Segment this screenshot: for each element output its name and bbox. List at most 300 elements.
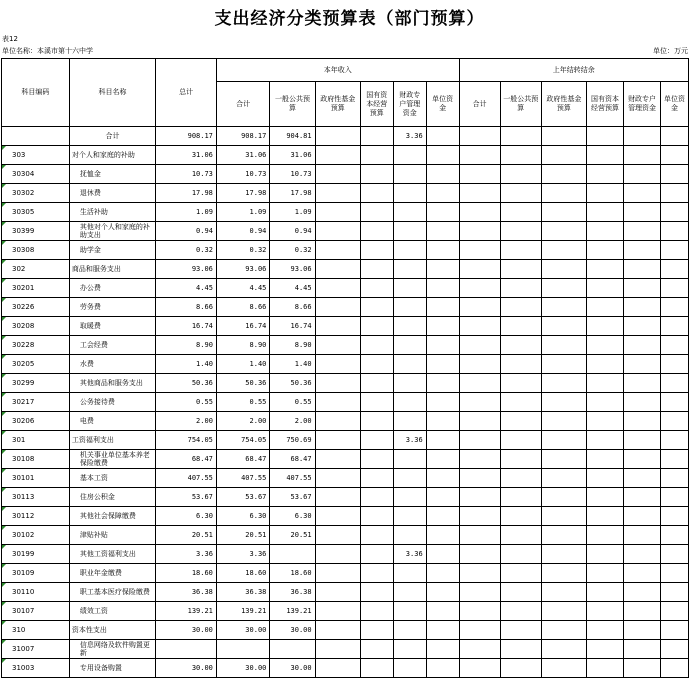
cell-carryover [500,184,541,203]
cell-carryover [459,640,500,659]
cell-carryover [500,583,541,602]
cell-carryover [541,298,586,317]
cell-carryover [500,165,541,184]
cell-code: 303 [2,146,70,165]
cell-carryover [541,545,586,564]
cell-sum: 0.94 [216,222,269,241]
table-row [2,659,689,678]
cell-carryover [459,127,500,146]
cell-carryover [459,374,500,393]
cell-carryover [500,621,541,640]
cell-own [426,165,459,184]
cell-gov [315,640,360,659]
cell-code: 30228 [2,336,70,355]
cell-carryover [661,222,689,241]
header-sub: 财政专户管理资金 [624,82,661,127]
cell-carryover [587,659,624,678]
table-row [2,241,689,260]
table-row [2,583,689,602]
cell-carryover [624,184,661,203]
cell-total: 30.00 [156,621,217,640]
cell-sum: 53.67 [216,488,269,507]
cell-carryover [624,659,661,678]
cell-own [426,355,459,374]
cell-fin [393,583,426,602]
cell-total: 36.38 [156,583,217,602]
cell-carryover [500,146,541,165]
cell-carryover [624,165,661,184]
cell-carryover [587,583,624,602]
cell-soe [360,431,393,450]
cell-gov [315,279,360,298]
cell-sum: 6.30 [216,507,269,526]
cell-name: 信息网络及软件购置更新 [69,640,155,659]
cell-own [426,393,459,412]
cell-carryover [500,469,541,488]
cell-total: 3.36 [156,545,217,564]
cell-gen [270,545,315,564]
cell-soe [360,526,393,545]
header-total: 总计 [156,59,217,127]
cell-gen: 10.73 [270,165,315,184]
cell-carryover [587,165,624,184]
table-row [2,564,689,583]
cell-carryover [661,374,689,393]
cell-carryover [661,336,689,355]
cell-carryover [459,260,500,279]
cell-total: 8.66 [156,298,217,317]
cell-carryover [624,431,661,450]
cell-carryover [661,545,689,564]
cell-carryover [587,146,624,165]
cell-fin [393,165,426,184]
cell-carryover [587,127,624,146]
cell-own [426,374,459,393]
cell-carryover [500,374,541,393]
cell-carryover [541,222,586,241]
cell-fin [393,279,426,298]
cell-name: 退休费 [69,184,155,203]
cell-sum: 10.73 [216,165,269,184]
header-sub: 国有资本经营预算 [587,82,624,127]
cell-carryover [661,507,689,526]
cell-gov [315,564,360,583]
cell-own [426,431,459,450]
cell-total: 10.73 [156,165,217,184]
cell-fin [393,488,426,507]
cell-carryover [541,564,586,583]
header-sub: 政府性基金预算 [541,82,586,127]
cell-carryover [661,146,689,165]
cell-carryover [459,659,500,678]
cell-soe [360,298,393,317]
cell-carryover [500,336,541,355]
cell-name: 专用设备购置 [69,659,155,678]
cell-carryover [541,241,586,260]
header-sub: 一般公共预算 [500,82,541,127]
cell-sum: 36.38 [216,583,269,602]
cell-gen: 0.94 [270,222,315,241]
cell-carryover [661,355,689,374]
cell-carryover [541,355,586,374]
cell-carryover [500,222,541,241]
table-row [2,412,689,431]
cell-carryover [624,412,661,431]
cell-own [426,127,459,146]
cell-sum: 50.36 [216,374,269,393]
cell-carryover [587,336,624,355]
cell-carryover [459,602,500,621]
cell-carryover [624,336,661,355]
cell-carryover [500,526,541,545]
cell-total: 407.55 [156,469,217,488]
cell-carryover [661,184,689,203]
cell-gov [315,203,360,222]
cell-own [426,184,459,203]
cell-carryover [624,526,661,545]
cell-carryover [661,526,689,545]
cell-gov [315,127,360,146]
cell-carryover [587,431,624,450]
cell-carryover [587,393,624,412]
cell-carryover [661,412,689,431]
cell-total [156,640,217,659]
cell-carryover [624,317,661,336]
cell-carryover [661,659,689,678]
cell-fin [393,564,426,583]
cell-sum: 30.00 [216,659,269,678]
cell-fin [393,507,426,526]
cell-sum: 68.47 [216,450,269,469]
cell-carryover [541,165,586,184]
cell-carryover [587,469,624,488]
cell-fin [393,298,426,317]
cell-soe [360,602,393,621]
cell-gov [315,393,360,412]
cell-sum: 407.55 [216,469,269,488]
cell-code: 30199 [2,545,70,564]
cell-carryover [624,298,661,317]
cell-code: 31007 [2,640,70,659]
cell-fin [393,602,426,621]
table-row [2,279,689,298]
cell-own [426,564,459,583]
cell-gen: 1.40 [270,355,315,374]
cell-own [426,602,459,621]
cell-carryover [587,621,624,640]
table-row [2,146,689,165]
cell-gov [315,469,360,488]
cell-own [426,488,459,507]
cell-carryover [500,450,541,469]
header-sub: 一般公共预算 [270,82,315,127]
table-row [2,469,689,488]
cell-gov [315,184,360,203]
cell-soe [360,469,393,488]
cell-carryover [459,279,500,298]
cell-carryover [500,412,541,431]
cell-own [426,146,459,165]
cell-sum: 31.06 [216,146,269,165]
cell-name: 工会经费 [69,336,155,355]
cell-carryover [459,184,500,203]
cell-name: 电费 [69,412,155,431]
cell-own [426,621,459,640]
cell-carryover [500,279,541,298]
header-sub: 合计 [459,82,500,127]
cell-gen: 30.00 [270,621,315,640]
cell-code: 30109 [2,564,70,583]
cell-soe [360,165,393,184]
cell-carryover [541,640,586,659]
cell-carryover [500,317,541,336]
cell-carryover [624,146,661,165]
cell-total: 139.21 [156,602,217,621]
cell-own [426,469,459,488]
cell-code: 30102 [2,526,70,545]
cell-total: 0.32 [156,241,217,260]
cell-name: 合计 [69,127,155,146]
cell-name: 津贴补贴 [69,526,155,545]
cell-gen: 1.09 [270,203,315,222]
cell-own [426,222,459,241]
cell-carryover [541,488,586,507]
cell-carryover [587,640,624,659]
cell-fin: 3.36 [393,127,426,146]
cell-sum: 3.36 [216,545,269,564]
table-row [2,184,689,203]
table-row [2,165,689,184]
cell-own [426,241,459,260]
header-carryover: 上年结转结余 [459,59,688,82]
cell-total: 30.00 [156,659,217,678]
cell-carryover [661,127,689,146]
cell-fin [393,355,426,374]
cell-carryover [587,355,624,374]
cell-carryover [624,374,661,393]
table-row [2,355,689,374]
cell-gov [315,146,360,165]
cell-soe [360,640,393,659]
cell-fin [393,450,426,469]
cell-carryover [587,412,624,431]
cell-soe [360,184,393,203]
cell-sum: 30.00 [216,621,269,640]
cell-name: 劳务费 [69,298,155,317]
cell-name: 资本性支出 [69,621,155,640]
cell-own [426,583,459,602]
cell-carryover [500,659,541,678]
cell-gen: 36.38 [270,583,315,602]
cell-fin: 3.36 [393,431,426,450]
cell-soe [360,545,393,564]
cell-carryover [587,545,624,564]
cell-gen: 50.36 [270,374,315,393]
cell-carryover [624,127,661,146]
cell-gen: 18.60 [270,564,315,583]
cell-fin [393,412,426,431]
table-row [2,298,689,317]
cell-own [426,279,459,298]
cell-carryover [587,507,624,526]
cell-carryover [587,279,624,298]
cell-soe [360,336,393,355]
cell-carryover [541,203,586,222]
cell-total: 4.45 [156,279,217,298]
cell-carryover [661,203,689,222]
cell-carryover [459,450,500,469]
cell-carryover [624,450,661,469]
cell-carryover [541,260,586,279]
cell-own [426,640,459,659]
cell-carryover [500,355,541,374]
cell-total: 50.36 [156,374,217,393]
cell-code: 31003 [2,659,70,678]
cell-sum: 0.55 [216,393,269,412]
cell-carryover [459,165,500,184]
cell-total: 18.60 [156,564,217,583]
cell-carryover [500,393,541,412]
cell-carryover [624,469,661,488]
cell-carryover [459,393,500,412]
cell-name: 住房公积金 [69,488,155,507]
cell-fin [393,640,426,659]
cell-carryover [624,507,661,526]
cell-carryover [459,355,500,374]
cell-carryover [500,640,541,659]
cell-carryover [541,659,586,678]
cell-sum: 1.40 [216,355,269,374]
cell-soe [360,488,393,507]
cell-total: 1.09 [156,203,217,222]
cell-carryover [541,507,586,526]
cell-fin [393,317,426,336]
cell-name: 助学金 [69,241,155,260]
cell-gen: 68.47 [270,450,315,469]
cell-carryover [661,488,689,507]
cell-name: 抚恤金 [69,165,155,184]
cell-gen: 6.30 [270,507,315,526]
cell-own [426,545,459,564]
cell-carryover [541,317,586,336]
cell-carryover [500,564,541,583]
cell-carryover [459,621,500,640]
table-row [2,374,689,393]
cell-soe [360,659,393,678]
cell-carryover [541,412,586,431]
cell-soe [360,146,393,165]
cell-carryover [624,640,661,659]
cell-carryover [587,602,624,621]
cell-name: 其他工资福利支出 [69,545,155,564]
header-sub: 单位资金 [426,82,459,127]
table-row [2,336,689,355]
cell-sum: 18.60 [216,564,269,583]
cell-fin [393,469,426,488]
table-number: 表12 [2,35,18,43]
cell-own [426,336,459,355]
cell-carryover [500,602,541,621]
cell-gen: 31.06 [270,146,315,165]
cell-carryover [587,526,624,545]
cell-total: 754.05 [156,431,217,450]
cell-gen: 30.00 [270,659,315,678]
cell-code: 30299 [2,374,70,393]
table-row [2,488,689,507]
unit-name: 单位名称：本溪市第十六中学 [2,47,93,55]
cell-code: 30399 [2,222,70,241]
cell-gov [315,412,360,431]
header-sub: 国有资本经营预算 [360,82,393,127]
cell-own [426,260,459,279]
cell-gov [315,241,360,260]
cell-gov [315,450,360,469]
cell-code: 30108 [2,450,70,469]
cell-gov [315,507,360,526]
cell-code: 30113 [2,488,70,507]
cell-code: 30205 [2,355,70,374]
cell-gen: 93.06 [270,260,315,279]
cell-carryover [459,564,500,583]
cell-carryover [459,222,500,241]
cell-name: 其他商品和服务支出 [69,374,155,393]
cell-total: 0.55 [156,393,217,412]
cell-carryover [459,336,500,355]
table-row [2,222,689,241]
cell-carryover [459,146,500,165]
cell-name: 职工基本医疗保险缴费 [69,583,155,602]
cell-carryover [587,564,624,583]
cell-carryover [541,127,586,146]
cell-sum: 908.17 [216,127,269,146]
cell-sum: 93.06 [216,260,269,279]
cell-carryover [661,260,689,279]
cell-fin [393,146,426,165]
cell-sum: 2.00 [216,412,269,431]
cell-soe [360,222,393,241]
cell-code: 30305 [2,203,70,222]
cell-fin [393,336,426,355]
cell-name: 公务接待费 [69,393,155,412]
cell-gov [315,659,360,678]
cell-carryover [661,602,689,621]
cell-carryover [541,393,586,412]
cell-fin [393,526,426,545]
cell-code: 30107 [2,602,70,621]
cell-gov [315,545,360,564]
cell-own [426,317,459,336]
cell-fin [393,260,426,279]
cell-carryover [624,545,661,564]
cell-carryover [587,260,624,279]
cell-carryover [587,298,624,317]
cell-gen: 139.21 [270,602,315,621]
cell-carryover [587,488,624,507]
cell-carryover [661,393,689,412]
table-row [2,545,689,564]
table-row [2,203,689,222]
cell-carryover [587,203,624,222]
cell-gen: 16.74 [270,317,315,336]
cell-code: 30208 [2,317,70,336]
cell-carryover [624,355,661,374]
table-row [2,260,689,279]
cell-carryover [661,431,689,450]
cell-carryover [541,621,586,640]
cell-fin [393,621,426,640]
cell-gen: 2.00 [270,412,315,431]
cell-code: 30302 [2,184,70,203]
